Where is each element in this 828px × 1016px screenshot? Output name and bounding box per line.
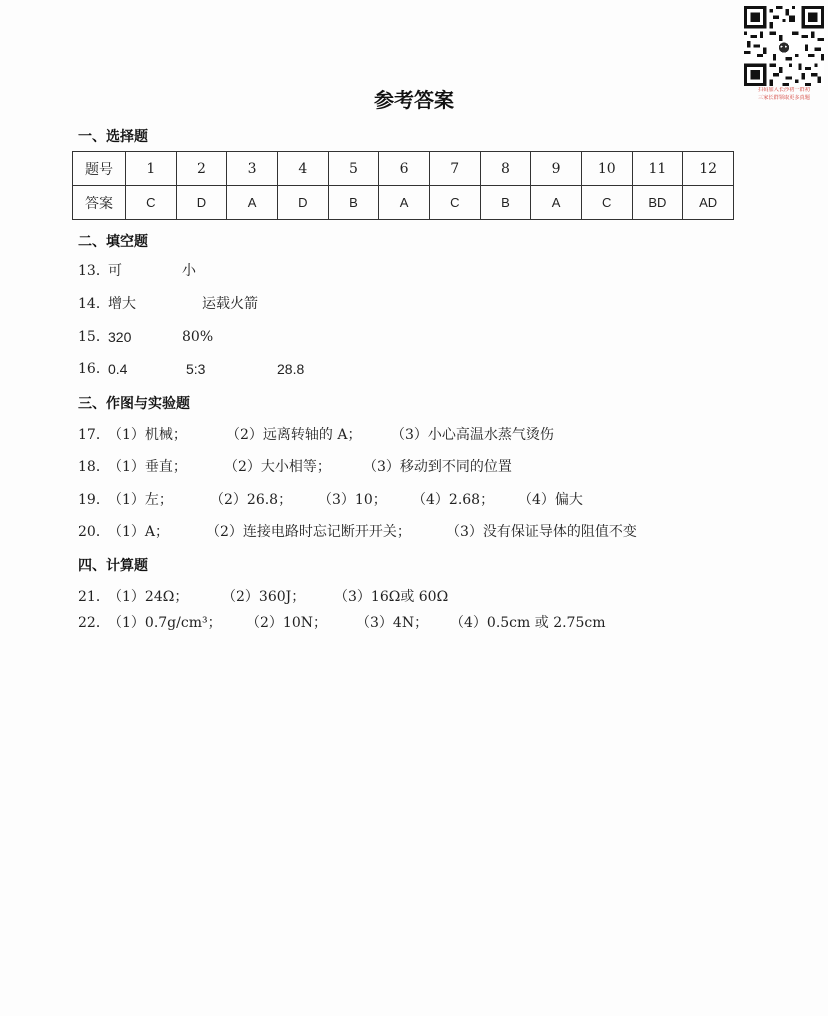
answer-cell: D [277,186,328,220]
question-number-cell: 11 [632,152,683,186]
answer-cell: AD [683,186,734,220]
answer-part: （2）26.8； [210,492,293,508]
answer-cell: C [581,186,632,220]
answer-cell: A [227,186,278,220]
section-heading-choice: 一、选择题 [78,129,148,145]
answer-cell: B [480,186,531,220]
answer-cell: C [126,186,177,220]
section-heading-experiment: 三、作图与实验题 [78,396,190,412]
question-number-cell: 8 [480,152,531,186]
answer-cell: A [531,186,582,220]
answer-cell: D [176,186,227,220]
question-number-cell: 4 [277,152,328,186]
question-number: 13． [78,263,110,279]
answer-part: （2）10N； [246,615,327,631]
answer-part: （3）16Ω或 60Ω [334,589,449,605]
question-number: 17． [78,427,110,443]
table-row-numbers [73,152,734,186]
question-number-cell: 7 [429,152,480,186]
answer-part: （2）远离转轴的 A； [226,427,362,443]
qr-caption-line-2: 三家长群领取更多真题 [758,94,810,101]
answer-part: （2）360J； [222,589,306,605]
answer-part: 5:3 [186,361,206,377]
answer-part: 增大 [108,296,136,312]
answer-part: （2）连接电路时忘记断开开关； [206,524,411,540]
qr-caption-line-1: 扫码加入长沙初一群初 [758,87,810,93]
answer-cell: A [379,186,430,220]
qr-code-icon [744,6,824,86]
question-number-cell: 3 [227,152,278,186]
question-number: 16． [78,361,110,377]
question-number-cell: 9 [531,152,582,186]
question-number-cell: 10 [581,152,632,186]
section-heading-calculation: 四、计算题 [78,558,148,574]
answer-part: （3）10； [318,492,387,508]
answer-part: （1）左； [108,492,173,508]
question-number: 19． [78,492,110,508]
answer-cell: C [429,186,480,220]
section-heading-fill: 二、填空题 [78,234,148,250]
answer-part: 0.4 [108,361,128,377]
question-number: 20． [78,524,110,540]
answer-part: （1）0.7g/cm³； [108,615,222,631]
answer-part: （1）垂直； [108,459,187,475]
question-number: 15． [78,329,110,345]
page-title: 参考答案 [374,88,454,112]
answer-part: 320 [108,329,132,345]
row-label-answer: 答案 [73,186,126,220]
answer-part: 运载火箭 [202,296,258,312]
question-number-cell: 12 [683,152,734,186]
answer-part: （1）A； [108,524,170,540]
answer-part: （3）4N； [356,615,429,631]
question-number: 22． [78,615,110,631]
question-number-cell: 6 [379,152,430,186]
question-number: 21． [78,589,110,605]
answer-cell: BD [632,186,683,220]
question-number-cell: 5 [328,152,379,186]
answer-part: （3）小心高温水蒸气烫伤 [391,427,554,443]
answer-part: （2）大小相等； [224,459,331,475]
question-number: 14． [78,296,110,312]
choice-answer-table [72,151,734,220]
answer-part: （4）2.68； [412,492,495,508]
answer-part: （1）24Ω； [108,589,189,605]
row-label-number: 题号 [73,152,126,186]
answer-part: （4）偏大 [518,492,583,508]
question-number: 18． [78,459,110,475]
answer-part: 80% [182,329,214,345]
answer-part: （4）0.5cm 或 2.75cm [450,615,606,631]
question-number-cell: 1 [126,152,177,186]
question-number-cell: 2 [176,152,227,186]
answer-part: （1）机械； [108,427,187,443]
answer-part: 28.8 [277,361,305,377]
table-row-answers [73,186,734,220]
answer-part: 可 [108,263,122,279]
answer-part: 小 [182,263,196,279]
answer-part: （3）移动到不同的位置 [363,459,512,475]
answer-cell: B [328,186,379,220]
answer-part: （3）没有保证导体的阻值不变 [446,524,637,540]
